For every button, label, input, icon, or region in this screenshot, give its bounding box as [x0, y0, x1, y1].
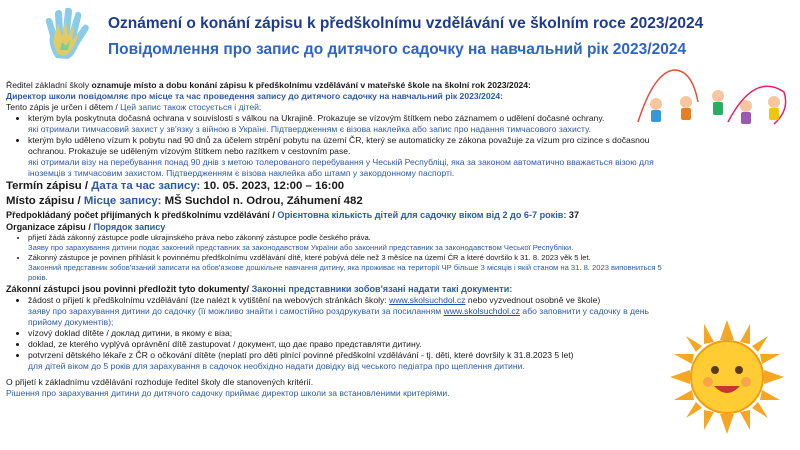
intro-cz: Ředitel základní školy oznamuje místo a dobu konání zápisu k předškolnímu vzdělávání v mateřské škole na školní rok 2023/2024: — [6, 80, 531, 90]
organizace-heading: Organizace zápisu / Порядок запису — [6, 222, 166, 232]
dokumenty-heading: Zákonní zástupci jsou povinni předložit tyto dokumenty/ Законні представники зобов'язані надати такі документи: — [6, 284, 513, 294]
page-title-cz: Oznámení o konání zápisu k předškolnímu vzdělávání ve školním roce 2023/2024 — [108, 15, 704, 32]
documents-list — [6, 295, 668, 372]
eligibility-list — [6, 113, 668, 179]
list-item: • přijetí žádá zákonný zástupce podle ukrajinského práva nebo zákonný zástupce podle českého práva. Заяву про зарахування дитини подає законний представник за законодавством України або законний представник за законодавством Чеської Республіки. — [28, 233, 668, 253]
list-item: • kterým byla poskytnuta dočasná ochrana v souvislosti s válkou na Ukrajině. Prokazuje se vízovým štítkem nebo záznamem o udělení dočasné ochrany. які отримали тимчасовий захист у зв'язку з війною в Україні. Підтвердженням є візова наклейка або запис про надання тимчасового захисту. — [28, 113, 668, 135]
termin-line: Termín zápisu / Дата та час запису: 10. 05. 2023, 12:00 – 16:00 — [6, 180, 345, 192]
misto-line: Místo zápisu / Місце запису: MŠ Suchdol n. Odrou, Záhumení 482 — [6, 195, 363, 207]
pocet-line: Předpokládaný počet přijímaných k předškolnímu vzdělávání / Орієнтовна кількість дітей для садочку віком від 2 до 6-7 років: 37 — [6, 210, 580, 220]
school-website-link[interactable]: www.skolsuchdol.cz — [389, 295, 466, 305]
organization-list — [6, 233, 668, 283]
footer-cz: O přijetí k základnímu vzdělávání rozhoduje ředitel školy dle stanovených kritérií. — [6, 377, 314, 387]
intro-tento: Tento zápis je určen i dětem / Цей запис також стосується і дітей: — [6, 102, 262, 112]
notice-body — [6, 80, 794, 399]
intro-ua: Директор школи повідомляє про місце та час проведення запису до дитячого садочку на навчальний рік 2023/2024: — [6, 91, 504, 101]
list-item: • doklad, ze kterého vyplývá oprávnění dítě zastupovat / документ, що дає право представляти дитину. — [28, 339, 668, 350]
list-item: • vízový doklad dítěte / доклад дитини, в якому є віза; — [28, 328, 668, 339]
list-item: • Zákonný zástupce je povinen přihlásit k povinnému předškolnímu vzdělávání dítě, které pobývá déle než 3 měsíce na území ČR a které dovršilo k 31. 8. 2023 věk 5 let. Законний представник зобов'язаний записати на обов'язкове дошкільне навчання дитину, яка проживає на території ЧР більше 3 місяців і якій станом на 31. 8. 2023 виповниться 5 років. — [28, 253, 668, 283]
list-item: • žádost o přijetí k předškolnímu vzdělávání (lze nalézt k vytištění na webových stránkách školy: www.skolsuchdol.cz nebo vyzvednout osobně ve škole) заяву про зарахування дитини до садочку (її можливо знайти і самостійно роздрукувати за посиланням www.skolsuchdol.cz або заповнити у садочку в день прийому документів); — [28, 295, 668, 328]
list-item: • kterým bylo uděleno vízum k pobytu nad 90 dnů za účelem strpění pobytu na území ČR, který se automaticky ze zákona považuje za vízum pro cizince s dočasnou ochranou. Prokazuje se uděleným vízovým štítkem nebo razítkem v cestovním pase. які отримали візу на перебування понад 90 днів з метою толерованого перебування у Чеській Республіці, яка за законом автоматично вважається візою для іноземців з тимчасовим захистом. Підтвердженням є візова наклейка або штамп у закордонному паспорті. — [28, 135, 668, 179]
school-website-link-ua[interactable]: www.skolsuchdol.cz — [443, 306, 521, 316]
hand-logo-icon — [38, 6, 94, 62]
list-item: • potvrzení dětského lékaře z ČR o očkování dítěte (neplatí pro děti plnící povinné předškolní vzdělávání - tj. děti, které dovršily k 31.8.2023 5 let) для дітей віком до 5 років для зарахування в садочок необхідно надати довідку від чеського педіатра про щеплення дитини. — [28, 350, 668, 372]
footer-ua: Рішення про зарахування дитини до дитячого садочку приймає директор школи за встановленими критеріями. — [6, 388, 450, 398]
page-title-ua: Повідомлення про запис до дитячого садочку на навчальний рік 2023/2024 — [108, 41, 687, 58]
